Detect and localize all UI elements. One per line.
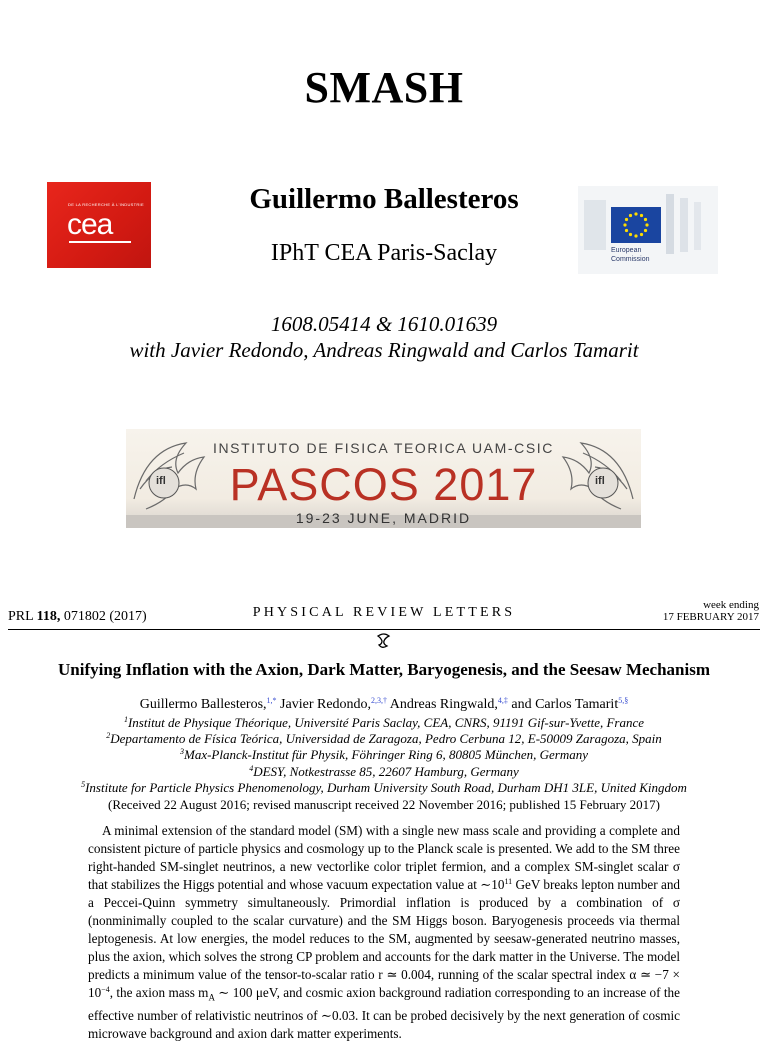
author-name: Guillermo Ballesteros, [139,697,267,712]
collaborators: with Javier Redondo, Andreas Ringwald and Carlos Tamarit [129,338,639,362]
abstract [88,822,680,1043]
journal-prefix: PRL [8,609,34,624]
abstract-exponent: 11 [504,877,513,886]
header-rule [8,629,760,630]
affiliation-number: 4 [249,764,254,773]
banner-conference: PASCOS 2017 [229,459,538,510]
affiliation-text: Max-Planck-Institut für Physik, Föhringer Ring 6, 80805 München, Germany [184,747,588,762]
week-ending [663,599,759,623]
eu-flag-icon [611,207,661,243]
slide-author: Guillermo Ballesteros [249,183,519,215]
affiliation-line [0,764,768,780]
paper-authors [0,697,768,713]
affiliation-number: 5 [81,780,86,789]
affiliation-line [0,747,768,763]
author-name: Javier Redondo, [280,697,372,712]
european-commission-logo [578,172,718,274]
slide-title: SMASH [304,63,464,112]
banner-dates: 19-23 JUNE, MADRID [295,510,472,526]
arxiv-references: 1608.05414 & 1610.01639 [270,312,498,336]
pascos-banner [126,429,641,528]
ec-logo-building-wing [584,200,606,250]
affiliation-number: 2 [106,731,111,740]
affiliation-number: 1 [123,715,128,724]
affiliation-number: 3 [180,747,184,756]
affiliation-line [0,731,768,747]
paper-title: Unifying Inflation with the Axion, Dark Matter, Baryogenesis, and the Seesaw Mechanism [58,660,710,679]
abstract-text: , the axion mass m [109,985,209,1000]
abstract-text: A minimal extension of the standard model (SM) with a single new mass scale and providing a complete and consistent picture of particle physics and cosmology up to the Planck scale is presented. We add to the SM three right-handed SM-singlet neutrinos, a new vectorlike color triplet fermion, and a complex SM-singlet scalar σ that stabilizes the Higgs potential and whose vacuum expectation value at ∼10 [88,823,680,892]
ifl-mark-right: ifl [595,475,605,487]
author-name: and Carlos Tamarit [511,697,619,712]
affiliation-line [0,780,768,796]
abstract-exponent: −4 [101,985,110,994]
slide-affiliation: IPhT CEA Paris-Saclay [270,240,498,266]
ec-logo-building-wing [666,194,674,254]
affiliation-text: Institute for Particle Physics Phenomenology, Durham University South Road, Durham DH1 3LE, United Kingdom [85,780,687,795]
cea-logo-word: cea [67,208,113,241]
affiliation-line [0,715,768,731]
abstract-text: ∼ 100 μeV, and cosmic axion background radiation corresponding to an increase of the effective number of relativistic neutrinos of ∼0.03. It can be probed decisively by the next generation of cosmic microwave background and axion dark matter experiments. [88,985,680,1041]
week-ending-label: week ending [703,599,759,611]
author-name: Andreas Ringwald, [389,697,498,712]
ec-logo-text-line1: European [611,247,642,254]
author-sup: 4,‡ [497,696,508,705]
journal-volume: 118, [36,609,61,624]
journal-name: PHYSICAL REVIEW LETTERS [252,605,516,620]
journal-article: 071802 (2017) [63,609,147,624]
ec-logo-text [611,246,650,264]
affiliation-text: Departamento de Física Teórica, Universidad de Zaragoza, Pedro Cerbuna 12, E-50009 Zaragoza, Spain [110,731,662,746]
ifl-mark-left: ifl [156,475,166,487]
affiliation-text: Institut de Physique Théorique, Université Paris Saclay, CEA, CNRS, 91191 Gif-sur-Yvette, France [127,715,645,730]
banner-institute: INSTITUTO DE FISICA TEORICA UAM-CSIC [212,440,554,456]
received-dates: (Received 22 August 2016; revised manuscript received 22 November 2016; published 15 February 2017) [107,797,660,812]
author-sup: 1,* [266,696,277,705]
affiliation-text: DESY, Notkestrasse 85, 22607 Hamburg, Germany [253,764,519,779]
aps-ornament-icon [0,632,768,655]
abstract-subscript: A [208,992,215,1003]
cea-logo-tagline: DE LA RECHERCHE À L'INDUSTRIE [68,202,144,207]
ec-logo-building-wing [680,198,688,252]
abstract-text: GeV breaks lepton number and a Peccei-Quinn symmetry simultaneously. Primordial inflation is produced by a combination of σ (nonminimally coupled to the scalar curvature) and the SM Higgs boson. Baryogenesis proceeds via thermal leptogenesis. At low energies, the model reduces to the SM, augmented by seesaw-generated neutrino masses, plus the axion, which solves the strong CP problem and accounts for the dark matter in the Universe. The model predicts a minimum value of the tensor-to-scalar ratio r ≃ 0.004, running of the scalar spectral index α ≃ −7 × 10 [88,877,681,1000]
week-ending-date: 17 FEBRUARY 2017 [662,611,759,623]
author-sup: 2,3,† [371,696,388,705]
author-sup: 5,§ [618,696,629,705]
ec-logo-text-line2: Commission [611,256,650,263]
ec-logo-building-wing [694,202,701,250]
